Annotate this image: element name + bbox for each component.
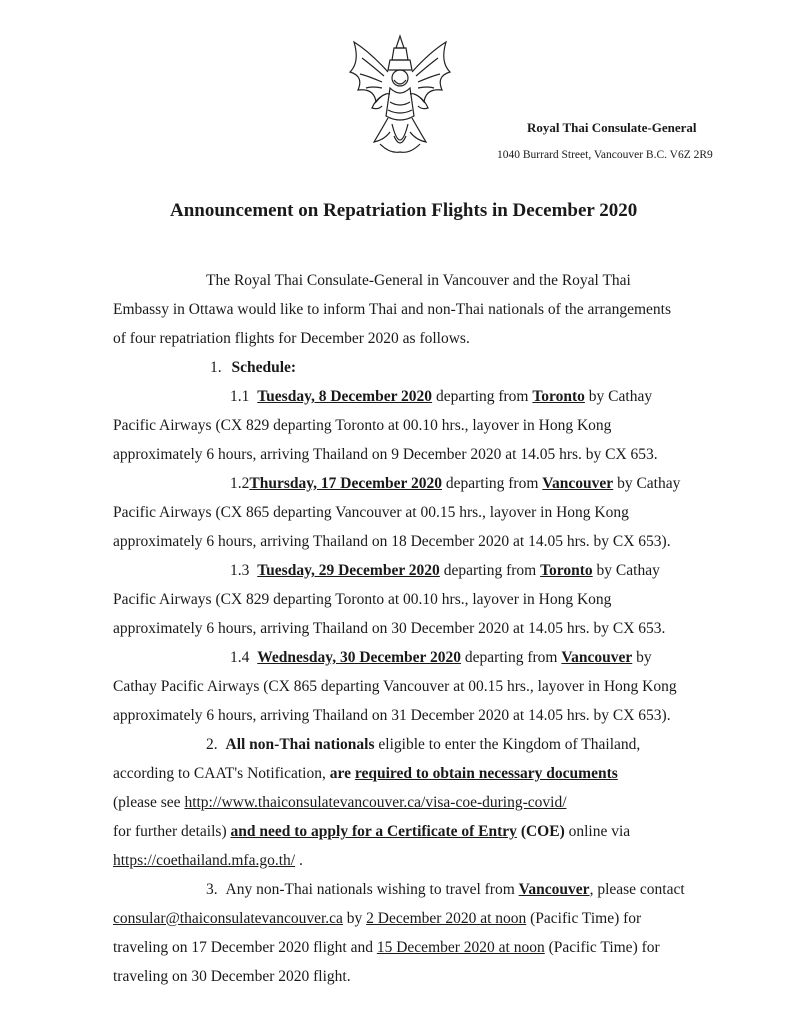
flight-1-city: Toronto (532, 388, 585, 405)
section-1-heading (210, 359, 296, 377)
flight-4-line-2: Cathay Pacific Airways (CX 865 departing Vancouver at 00.15 hrs., layover in Hong Kong (113, 678, 677, 695)
flight-4-tail: by (636, 649, 652, 666)
flight-3-date: Tuesday, 29 December 2020 (257, 562, 440, 579)
intro-line-3: of four repatriation flights for December 2020 as follows. (113, 330, 470, 347)
garuda-emblem (340, 32, 460, 162)
consulate-name: Royal Thai Consulate-General (527, 120, 697, 135)
flight-1-tail: by Cathay (588, 388, 653, 405)
section-2-period: . (298, 852, 303, 869)
section-3-text-5: (Pacific Time) for (548, 939, 660, 956)
flight-4-line-3: approximately 6 hours, arriving Thailand on 31 December 2020 at 14.05 hrs. by CX 653). (113, 707, 671, 724)
flight-4-city: Vancouver (561, 649, 633, 666)
flight-4-line-1 (230, 649, 652, 667)
flight-3-tail: by Cathay (596, 562, 660, 579)
section-2-line-1 (206, 736, 640, 754)
section-2-text-4: for further details) (113, 823, 227, 840)
section-2-line-4 (113, 823, 630, 841)
section-2-coe-abbr: (COE) (520, 823, 565, 840)
section-3-text-4: traveling on 17 December 2020 flight and (113, 939, 373, 956)
flight-2-line-3: approximately 6 hours, arriving Thailand on 18 December 2020 at 14.05 hrs. by CX 653). (113, 533, 671, 550)
section-3-city: Vancouver (518, 881, 590, 898)
consulate-address: 1040 Burrard Street, Vancouver B.C. V6Z 2R9 (497, 149, 713, 161)
intro-line-1: The Royal Thai Consulate-General in Vancouver and the Royal Thai (206, 272, 631, 289)
flight-3-line-2: Pacific Airways (CX 829 departing Toronto at 00.10 hrs., layover in Hong Kong (113, 591, 612, 608)
section-2-coe-requirement: and need to apply for a Certificate of Entry (230, 823, 517, 840)
flight-3-line-3: approximately 6 hours, arriving Thailand on 30 December 2020 at 14.05 hrs. by CX 653. (113, 620, 666, 637)
coe-thailand-link[interactable]: https://coethailand.mfa.go.th/ (113, 852, 296, 869)
flight-2-tail: by Cathay (617, 475, 681, 492)
flight-3-city: Toronto (540, 562, 593, 579)
flight-1-departing: departing from (435, 388, 529, 405)
intro-line-2: Embassy in Ottawa would like to inform Thai and non-Thai nationals of the arrangements (113, 301, 672, 318)
flight-4-number: 1.4 (230, 649, 250, 666)
section-2-text-5: online via (568, 823, 631, 840)
consular-email-link[interactable]: consular@thaiconsulatevancouver.ca (113, 910, 343, 927)
section-1-number: 1. (210, 359, 222, 376)
section-2-subject: All non-Thai nationals (225, 736, 375, 753)
section-2-requirement: required to obtain necessary documents (354, 765, 618, 782)
flight-2-line-1 (230, 475, 680, 493)
section-3-text-3: (Pacific Time) for (530, 910, 642, 927)
flight-2-date: Thursday, 17 December 2020 (249, 475, 442, 492)
section-3-text-1: Any non-Thai nationals wishing to travel from (225, 881, 515, 898)
section-3-line-3 (113, 939, 660, 957)
flight-2-line-2: Pacific Airways (CX 865 departing Vancouver at 00.15 hrs., layover in Hong Kong (113, 504, 629, 521)
section-2-line-5 (113, 852, 303, 870)
section-2-line-3 (113, 794, 567, 812)
flight-1-line-3: approximately 6 hours, arriving Thailand on 9 December 2020 at 14.05 hrs. by CX 653. (113, 446, 658, 463)
section-3-line-1 (206, 881, 685, 899)
section-3-line-2 (113, 910, 641, 928)
flight-4-date: Wednesday, 30 December 2020 (257, 649, 462, 666)
flight-1-line-1 (230, 388, 652, 406)
section-1-title: Schedule: (231, 359, 297, 376)
section-3-number: 3. (206, 881, 218, 898)
page-title: Announcement on Repatriation Flights in December 2020 (170, 200, 638, 221)
section-3-line-4: traveling on 30 December 2020 flight. (113, 968, 351, 985)
flight-3-number: 1.3 (230, 562, 250, 579)
visa-coe-link[interactable]: http://www.thaiconsulatevancouver.ca/visa-coe-during-covid/ (184, 794, 567, 811)
flight-1-line-2: Pacific Airways (CX 829 departing Toronto at 00.10 hrs., layover in Hong Kong (113, 417, 612, 434)
section-2-line-2 (113, 765, 618, 783)
flight-3-line-1 (230, 562, 660, 580)
section-2-text-2: according to CAAT's Notification, (113, 765, 326, 782)
flight-2-departing: departing from (445, 475, 539, 492)
section-2-number: 2. (206, 736, 218, 753)
flight-2-city: Vancouver (542, 475, 614, 492)
flight-1-number: 1.1 (230, 388, 250, 405)
section-3-text-1b: , please contact (589, 881, 685, 898)
flight-4-departing: departing from (464, 649, 558, 666)
flight-2-number: 1.2 (230, 475, 250, 492)
section-3-text-2: by (346, 910, 363, 927)
section-3-deadline-1: 2 December 2020 at noon (366, 910, 527, 927)
flight-1-date: Tuesday, 8 December 2020 (257, 388, 433, 405)
section-2-text-3: (please see (113, 794, 181, 811)
section-2-text-1: eligible to enter the Kingdom of Thailand, (378, 736, 641, 753)
flight-3-departing: departing from (443, 562, 537, 579)
section-3-deadline-2: 15 December 2020 at noon (376, 939, 545, 956)
section-2-are: are (329, 765, 351, 782)
